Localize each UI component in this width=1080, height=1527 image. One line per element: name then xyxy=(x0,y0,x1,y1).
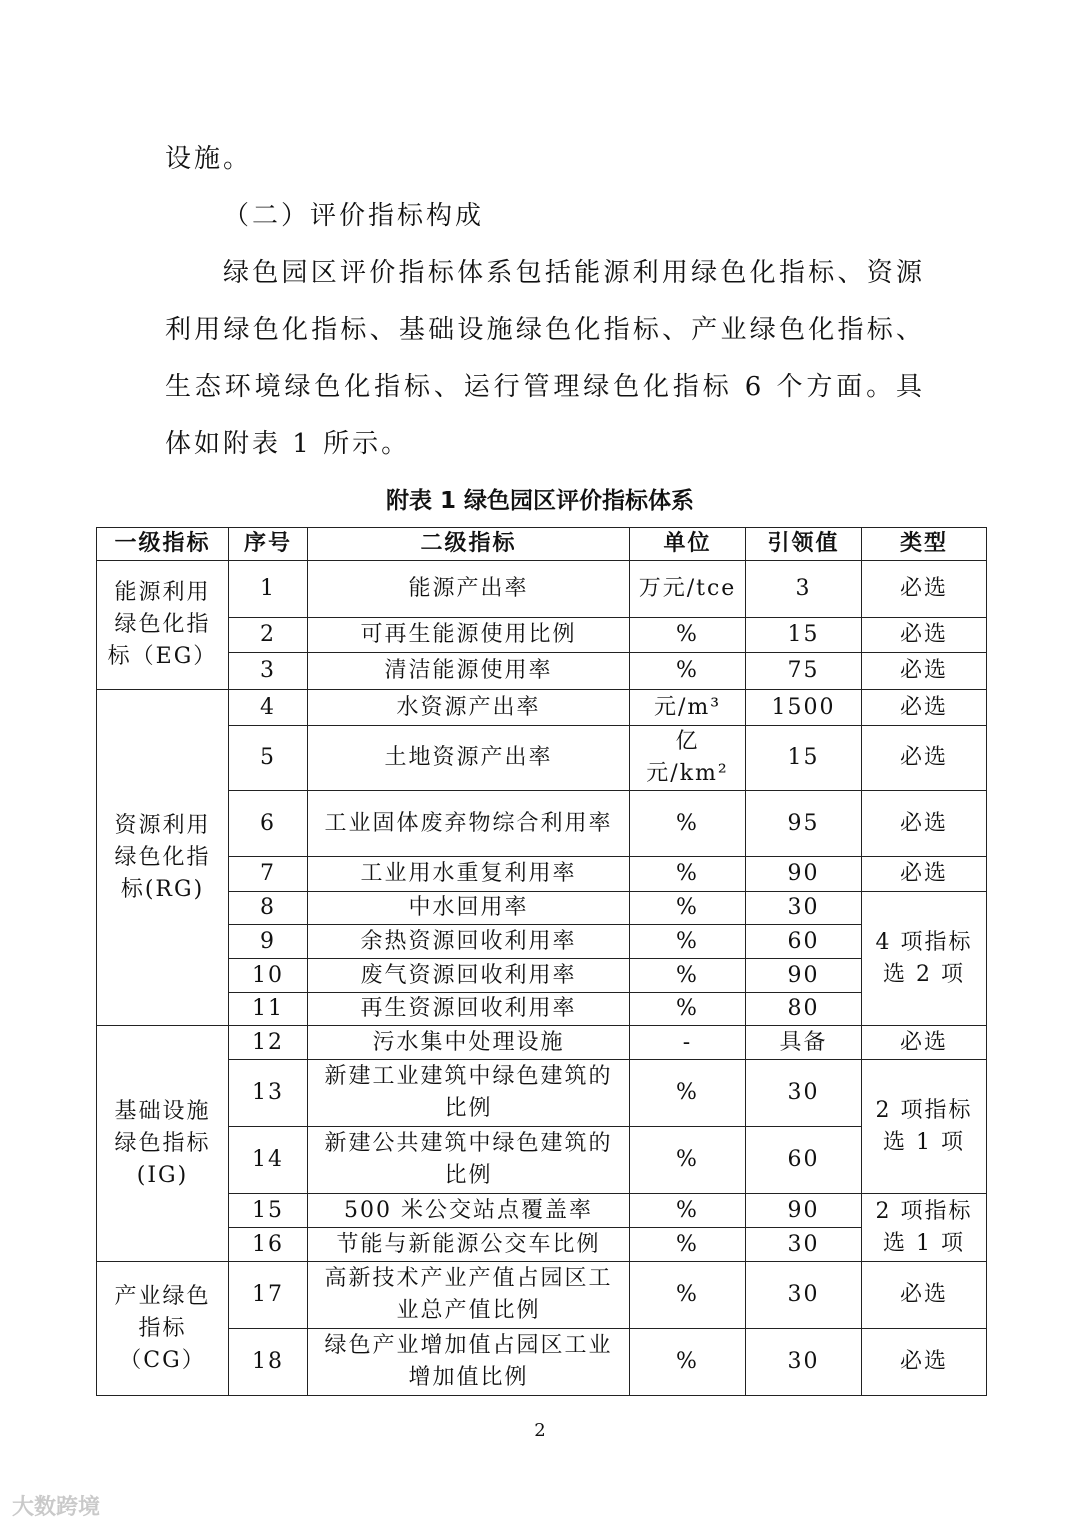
cell-no: 9 xyxy=(229,925,308,959)
cell-no: 15 xyxy=(229,1194,308,1228)
evaluation-index-table xyxy=(96,527,987,1396)
page-number: 2 xyxy=(534,1420,546,1441)
cell-value: 30 xyxy=(746,1329,862,1396)
cell-value: 90 xyxy=(746,959,862,993)
cell-unit: % xyxy=(630,791,746,857)
cell-name: 能源产出率 xyxy=(308,561,630,618)
table-row xyxy=(97,561,987,618)
cell-no: 17 xyxy=(229,1262,308,1329)
cell-value: 30 xyxy=(746,1228,862,1262)
cell-unit: 亿元/km² xyxy=(630,726,746,791)
cell-value: 3 xyxy=(746,561,862,618)
cell-unit: - xyxy=(630,1026,746,1060)
cell-no: 12 xyxy=(229,1026,308,1060)
table-row xyxy=(97,690,987,726)
cell-name: 节能与新能源公交车比例 xyxy=(308,1228,630,1262)
cell-type: 必选 xyxy=(862,1329,987,1396)
cell-type: 必选 xyxy=(862,690,987,726)
cell-no: 1 xyxy=(229,561,308,618)
cell-unit: 万元/tce xyxy=(630,561,746,618)
table-row xyxy=(97,925,987,959)
header-level1: 一级指标 xyxy=(97,528,229,561)
table-row xyxy=(97,993,987,1026)
table-row xyxy=(97,892,987,925)
cell-unit: % xyxy=(630,1262,746,1329)
table-row xyxy=(97,1060,987,1127)
table-row xyxy=(97,1228,987,1262)
table-row xyxy=(97,1026,987,1060)
cell-unit: % xyxy=(630,925,746,959)
cell-unit: % xyxy=(630,1060,746,1127)
cell-value: 30 xyxy=(746,892,862,925)
table-row xyxy=(97,857,987,892)
cell-value: 30 xyxy=(746,1060,862,1127)
body-line-top: 设施。 xyxy=(165,144,253,174)
table-header-row xyxy=(97,528,987,561)
cell-value: 15 xyxy=(746,726,862,791)
cell-value: 80 xyxy=(746,993,862,1026)
cell-name: 500 米公交站点覆盖率 xyxy=(308,1194,630,1228)
cell-no: 14 xyxy=(229,1127,308,1194)
cell-value: 95 xyxy=(746,791,862,857)
group-rg: 资源利用绿色化指标(RG) xyxy=(97,690,229,1026)
cell-type: 必选 xyxy=(862,618,987,653)
cell-no: 5 xyxy=(229,726,308,791)
cell-name: 可再生能源使用比例 xyxy=(308,618,630,653)
cell-type: 必选 xyxy=(862,653,987,690)
cell-type: 必选 xyxy=(862,726,987,791)
header-value: 引领值 xyxy=(746,528,862,561)
cell-no: 13 xyxy=(229,1060,308,1127)
group-ig: 基础设施绿色指标(IG) xyxy=(97,1026,229,1262)
cell-type: 必选 xyxy=(862,791,987,857)
cell-value: 90 xyxy=(746,1194,862,1228)
cell-no: 11 xyxy=(229,993,308,1026)
cell-value: 具备 xyxy=(746,1026,862,1060)
table-row xyxy=(97,726,987,791)
header-type: 类型 xyxy=(862,528,987,561)
cell-name: 工业用水重复利用率 xyxy=(308,857,630,892)
cell-value: 60 xyxy=(746,925,862,959)
cell-value: 60 xyxy=(746,1127,862,1194)
cell-type-merged: 2 项指标选 1 项 xyxy=(862,1194,987,1262)
table-row xyxy=(97,1262,987,1329)
cell-name: 高新技术产业产值占园区工业总产值比例 xyxy=(308,1262,630,1329)
cell-unit: % xyxy=(630,1329,746,1396)
cell-unit: % xyxy=(630,1194,746,1228)
cell-type-merged: 4 项指标选 2 项 xyxy=(862,892,987,1026)
header-no: 序号 xyxy=(229,528,308,561)
cell-unit: % xyxy=(630,993,746,1026)
table-row xyxy=(97,1127,987,1194)
group-cg: 产业绿色指标（CG） xyxy=(97,1262,229,1396)
cell-name: 中水回用率 xyxy=(308,892,630,925)
cell-no: 10 xyxy=(229,959,308,993)
cell-unit: % xyxy=(630,1228,746,1262)
cell-unit: % xyxy=(630,857,746,892)
cell-name: 余热资源回收利用率 xyxy=(308,925,630,959)
cell-value: 90 xyxy=(746,857,862,892)
table-row xyxy=(97,1194,987,1228)
table-row xyxy=(97,959,987,993)
cell-no: 3 xyxy=(229,653,308,690)
cell-unit: % xyxy=(630,618,746,653)
cell-unit: % xyxy=(630,653,746,690)
cell-unit: % xyxy=(630,959,746,993)
cell-no: 6 xyxy=(229,791,308,857)
watermark: 大数跨境 xyxy=(12,1495,101,1520)
cell-no: 16 xyxy=(229,1228,308,1262)
body-paragraph: 绿色园区评价指标体系包括能源利用绿色化指标、资源利用绿色化指标、基础设施绿色化指标、产业绿色化指标、生态环境绿色化指标、运行管理绿色化指标 6 个方面。具体如附表 1 所示。 xyxy=(165,258,925,459)
cell-type: 必选 xyxy=(862,561,987,618)
header-level2: 二级指标 xyxy=(308,528,630,561)
cell-type: 必选 xyxy=(862,1262,987,1329)
table-row xyxy=(97,618,987,653)
cell-name: 污水集中处理设施 xyxy=(308,1026,630,1060)
section-heading: （二）评价指标构成 xyxy=(223,201,485,231)
cell-value: 30 xyxy=(746,1262,862,1329)
cell-type: 必选 xyxy=(862,857,987,892)
header-unit: 单位 xyxy=(630,528,746,561)
table-row xyxy=(97,1329,987,1396)
cell-no: 18 xyxy=(229,1329,308,1396)
cell-name: 工业固体废弃物综合利用率 xyxy=(308,791,630,857)
cell-value: 1500 xyxy=(746,690,862,726)
cell-type-merged: 2 项指标选 1 项 xyxy=(862,1060,987,1194)
cell-type: 必选 xyxy=(862,1026,987,1060)
cell-name: 新建公共建筑中绿色建筑的比例 xyxy=(308,1127,630,1194)
table-row xyxy=(97,653,987,690)
cell-no: 2 xyxy=(229,618,308,653)
cell-name: 再生资源回收利用率 xyxy=(308,993,630,1026)
cell-name: 土地资源产出率 xyxy=(308,726,630,791)
cell-unit: 元/m³ xyxy=(630,690,746,726)
cell-name: 废气资源回收利用率 xyxy=(308,959,630,993)
cell-no: 7 xyxy=(229,857,308,892)
cell-unit: % xyxy=(630,892,746,925)
cell-name: 清洁能源使用率 xyxy=(308,653,630,690)
cell-no: 4 xyxy=(229,690,308,726)
cell-unit: % xyxy=(630,1127,746,1194)
cell-value: 15 xyxy=(746,618,862,653)
cell-no: 8 xyxy=(229,892,308,925)
cell-name: 水资源产出率 xyxy=(308,690,630,726)
table-caption: 附表 1 绿色园区评价指标体系 xyxy=(385,488,695,514)
table-row xyxy=(97,791,987,857)
cell-value: 75 xyxy=(746,653,862,690)
group-eg: 能源利用绿色化指标（EG） xyxy=(97,561,229,690)
cell-name: 绿色产业增加值占园区工业增加值比例 xyxy=(308,1329,630,1396)
cell-name: 新建工业建筑中绿色建筑的比例 xyxy=(308,1060,630,1127)
